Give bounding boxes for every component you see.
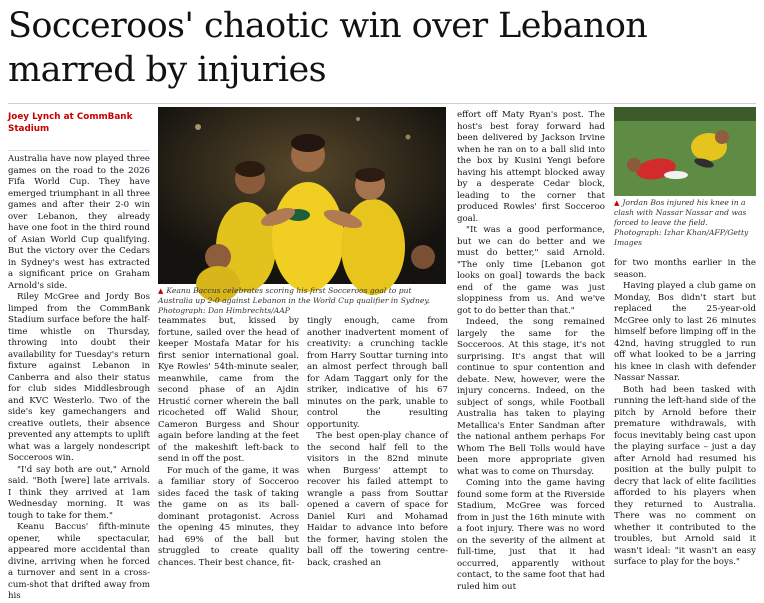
article-column-1 (8, 154, 150, 603)
paragraph: effort off Maty Ryan's post. The host's best foray forward had been delivered by Jackson Irvine when he ran on to a ball slid into the box by Kusini Yengi before having his attempt blocked away by a desperate Cedar block, leading to the corner that produced Rowles' first Socceroo goal. (457, 110, 605, 224)
paragraph: For much of the game, it was a familiar story of Socceroo sides faced the task of taking the game on as its ball-dominant protagonist. Across the opening 45 minutes, they had 69% of the ball but struggled to create quality chances. Their best chance, fit- (158, 465, 299, 568)
paragraph: "I'd say both are out," Arnold said. "Both [were] late arrivals. I think they arrived at 1am Wednesday morning. It was tough to take for them." (8, 464, 150, 521)
paragraph: Coming into the game having found some form at the Riverside Stadium, McGree was forced from in just the 16th minute with a foot injury. There was no word on the severity of the ailment at full-time, just that it had occurred, apparently without contact, to the same foot that had ruled him out (457, 478, 605, 592)
side-photo (614, 107, 756, 196)
main-photo-caption (158, 286, 448, 316)
paragraph: Australia have now played three games on the road to the 2026 Fifa World Cup. They have emerged triumphant in all three games and after their 2-0 win over Lebanon, they already have one foot in the third round of Asian World Cup qualifying. But the victory over the Cedars in Sydney's west has extracted a significant price on Graham Arnold's side. (8, 154, 150, 291)
caption-triangle-icon: ▲ (158, 287, 164, 295)
paragraph: Riley McGree and Jordy Bos limped from the CommBank Stadium surface before the half-time whistle on Thursday, throwing into doubt their availability for Tuesday's return fixture against Lebanon in Canberra and also their status for club sides Middlesbrough and KVC Westerlo. Two of the side's key gamechangers and creative outlets, their absence prevented any attempts to uplift what was a largely nondescript Socceroos win. (8, 292, 150, 463)
paragraph: Both had been tasked with running the left-hand side of the pitch by Arnold before their premature withdrawals, with focus inevitably being cast upon the playing surface – just a day after Arnold had resumed his position at the bully pulpit to decry that lack of elite facilities afforded to his players when they returned to Australia. There was no comment on whether it contributed to the troubles, but Arnold said it wasn't ideal: "it wasn't an easy surface to play for the boys." (614, 384, 756, 567)
paragraph: Having played a club game on Monday, Bos didn't start but replaced the 25-year-old McGree only to last 26 minutes himself before limping off in the 42nd, having struggled to run off what looked to be a jarring his knee in clash with defender Nassar Nassar. (614, 281, 756, 383)
caption-text: Jordan Bos injured his knee in a clash with Nassar Nassar and was forced to leave the field. Photograph: Izhar Khan/AFP/Getty Images (614, 198, 749, 247)
paragraph: teammates but, kissed by fortune, sailed over the head of keeper Mostafa Matar for his first senior international goal. Kye Rowles' 54th-minute sealer, meanwhile, came from the second phase of an Ajdin Hrustić corner wherein the ball ricocheted off Walid Shour, Cameron Burgess and Shour again before landing at the feet of the makeshift left-back to send in off the post. (158, 316, 299, 464)
byline: Joey Lynch at CommBank Stadium (8, 112, 133, 134)
paragraph: for two months earlier in the season. (614, 258, 756, 280)
caption-text: Keanu Baccus celebrates scoring his first Socceroos goal to put Australia up 2-0 against Lebanon in the World Cup qualifier in Sydney. Photograph: Dan Himbrechts/AAP (158, 286, 431, 315)
article-column-5 (614, 258, 756, 569)
side-photo-caption (614, 198, 756, 248)
article-column-3 (307, 316, 448, 569)
caption-triangle-icon: ▲ (614, 199, 620, 207)
paragraph: Keanu Baccus' fifth-minute opener, while spectacular, appeared more accidental than divine, arriving when he forced a turnover and sent in a cross-cum-shot that drifted away from his (8, 522, 150, 601)
paragraph: "It was a good performance, but we can do better and we must do better," said Arnold. "The only time [Lebanon got looks on goal] towards the back end of the game was just sloppiness from us. And we've got to do better than that." (457, 225, 605, 316)
headline-divider (8, 103, 756, 104)
main-photo (158, 107, 446, 284)
byline-divider (8, 150, 150, 151)
paragraph: The best open-play chance of the second half fell to the visitors in the 82nd minute when Burgess' attempt to recover his failed attempt to wrangle a pass from Souttar opened a cavern of space for Daniel Kuri and Mohamad Haidar to advance into before the former, having stolen the ball off the towering centre-back, crashed an (307, 431, 448, 568)
article-column-2 (158, 316, 299, 569)
paragraph: Indeed, the song remained largely the same for the Socceroos. At this stage, it's not surprising. It's angst that will continue to spur contention and debate. New, however, were the injury concerns. Indeed, on the subject of songs, while Football Australia has taken to playing Metallica's Enter Sandman after the national anthem perhaps For Whom The Bell Tolls would have been more appropriate given what was to come on Thursday. (457, 317, 605, 477)
article-column-4 (457, 110, 605, 593)
headline: Socceroos' chaotic win over Lebanon marred by injuries (8, 6, 648, 90)
paragraph: tingly enough, came from another inadvertent moment of creativity: a crunching tackle from Harry Souttar turning into an almost perfect through ball for Adam Taggart only for the striker, indicative of his 67 minutes on the park, unable to control the resulting opportunity. (307, 316, 448, 430)
